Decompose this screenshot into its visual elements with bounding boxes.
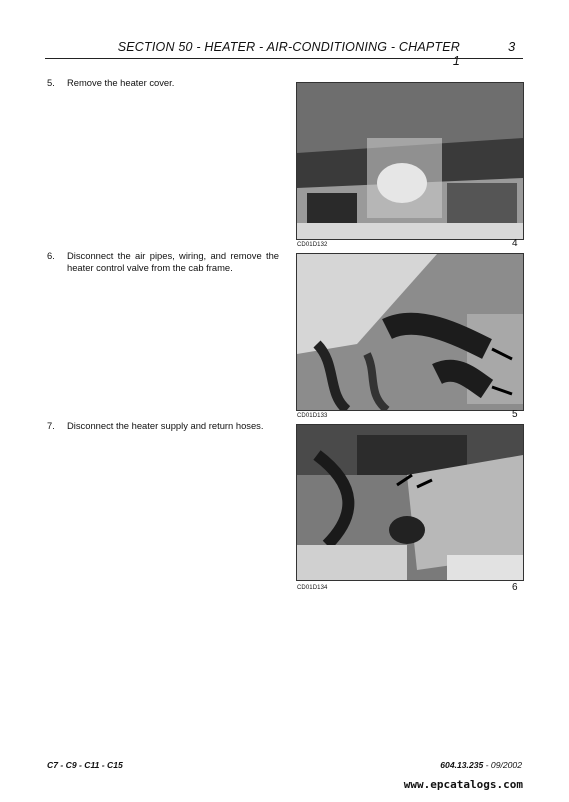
doc-code: 604.13.235 (440, 760, 484, 770)
doc-date: - 09/2002 (485, 760, 522, 770)
step-text: Remove the heater cover. (67, 77, 175, 88)
footer-models: C7 - C9 - C11 - C15 (47, 760, 123, 770)
figure-number: 4 (512, 238, 518, 249)
step-number: 6. (47, 250, 55, 261)
figure-number: 6 (512, 582, 518, 593)
figure-5-photo (296, 253, 524, 411)
figure-6-photo (296, 424, 524, 581)
footer-doc-code (408, 760, 522, 770)
figure-caption: CD01D133 (297, 413, 328, 419)
figure-number: 5 (512, 409, 518, 420)
header-divider (45, 58, 523, 59)
step-text: Disconnect the air pipes, wiring, and remove the heater control valve from the cab frame. (67, 250, 279, 273)
figure-4-photo (296, 82, 524, 240)
figure-caption: CD01D134 (297, 585, 328, 591)
step-number: 7. (47, 420, 55, 431)
step-text: Disconnect the heater supply and return hoses. (67, 420, 264, 431)
step-number: 5. (47, 77, 55, 88)
figure-caption: CD01D132 (297, 242, 328, 248)
watermark-url[interactable]: www.epcatalogs.com (403, 778, 523, 791)
section-title: SECTION 50 - HEATER - AIR-CONDITIONING - CHAPTER 1 (117, 40, 460, 68)
page-number: 3 (508, 39, 516, 54)
